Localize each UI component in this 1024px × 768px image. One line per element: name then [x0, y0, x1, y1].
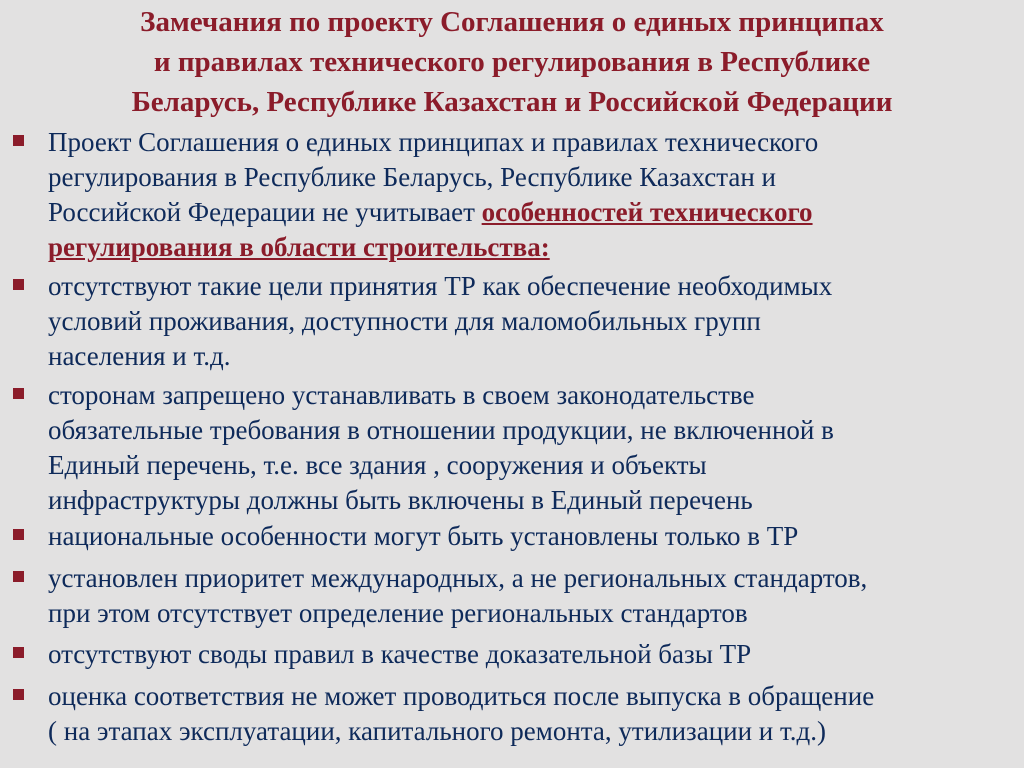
bullet-line: оценка соответствия не может проводиться после выпуска в обращение [48, 681, 875, 711]
bullet-text [48, 679, 1018, 749]
title-line: Замечания по проекту Соглашения о единых принципах [140, 6, 884, 38]
bullet-text [48, 637, 1018, 672]
square-bullet-icon [13, 689, 24, 700]
bullet-line: инфраструктуры должны быть включены в Единый перечень [48, 485, 753, 515]
bullet-text [48, 519, 1018, 554]
bullet-line: ( на этапах эксплуатации, капитального ремонта, утилизации и т.д.) [48, 716, 827, 746]
emphasis-text: особенностей технического [481, 197, 813, 227]
bullet-line: Проект Соглашения о единых принципах и правилах технического [48, 127, 819, 157]
bullet-text [48, 378, 1018, 518]
bullet-text [48, 125, 1018, 265]
square-bullet-icon [13, 529, 24, 540]
square-bullet-icon [13, 388, 24, 399]
bullet-line [48, 195, 1018, 230]
bullet-line: населения и т.д. [48, 341, 231, 371]
title-line: Беларусь, Республике Казахстан и Российской Федерации [131, 86, 893, 118]
bullet-text [48, 561, 1018, 631]
bullet-line: отсутствуют своды правил в качестве доказательной базы ТР [48, 639, 752, 669]
title-line: и правилах технического регулирования в Республике [153, 46, 871, 78]
bullet-line: отсутствуют такие цели принятия ТР как обеспечение необходимых [48, 271, 833, 301]
bullet-line: регулирования в Республике Беларусь, Республике Казахстан и [48, 162, 776, 192]
bullet-line-plain: Российской Федерации не учитывает [48, 197, 482, 227]
square-bullet-icon [13, 571, 24, 582]
bullet-line: национальные особенности могут быть установлены только в ТР [48, 521, 799, 551]
bullet-line: сторонам запрещено устанавливать в своем законодательстве [48, 380, 755, 410]
square-bullet-icon [13, 647, 24, 658]
bullet-line: установлен приоритет международных, а не региональных стандартов, [48, 563, 868, 593]
bullet-line: условий проживания, доступности для маломобильных групп [48, 306, 761, 336]
bullet-line: Единый перечень, т.е. все здания , сооружения и объекты [48, 450, 707, 480]
emphasis-text: регулирования в области строительства: [48, 232, 550, 262]
square-bullet-icon [13, 279, 24, 290]
bullet-line [48, 230, 1018, 265]
bullet-text [48, 269, 1018, 374]
bullet-line: обязательные требования в отношении продукции, не включенной в [48, 415, 834, 445]
square-bullet-icon [13, 135, 24, 146]
bullet-line: при этом отсутствует определение региональных стандартов [48, 598, 748, 628]
